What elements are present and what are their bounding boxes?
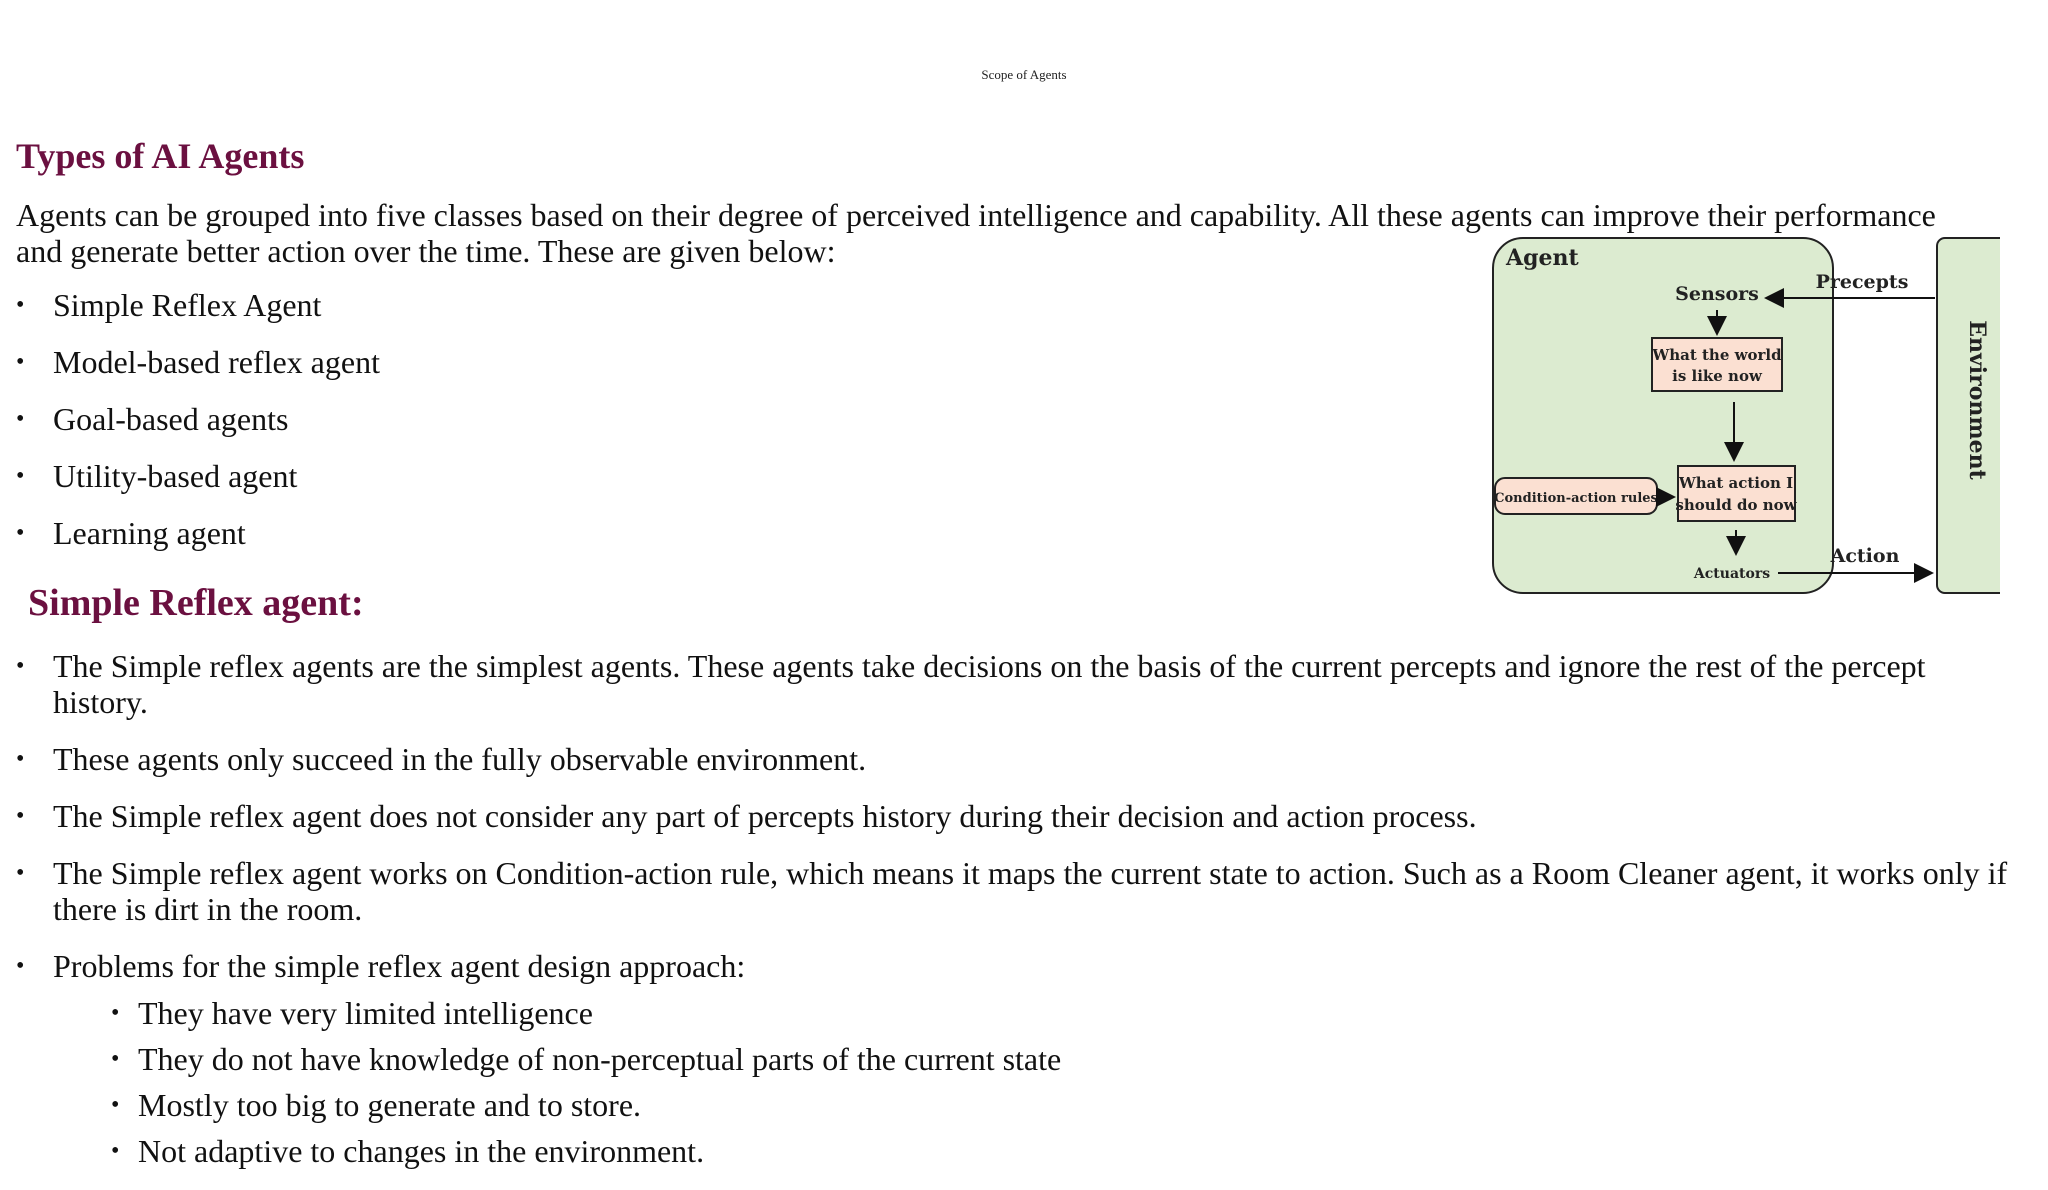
- bullet-icon: •: [16, 463, 25, 489]
- sub-list-item-text: They have very limited intelligence: [138, 995, 593, 1031]
- sensors-label: Sensors: [1675, 283, 1759, 305]
- action-label: Action: [1830, 545, 1900, 567]
- types-heading: Types of AI Agents: [16, 136, 305, 176]
- page-header-title: Scope of Agents: [981, 67, 1067, 82]
- sub-list-item-text: They do not have knowledge of non-perceptual parts of the current state: [138, 1041, 1062, 1077]
- list-item: [16, 458, 380, 494]
- list-item: [16, 648, 2026, 720]
- action-box-line-1: What action I: [1678, 474, 1794, 492]
- world-box-line-1: What the world: [1652, 346, 1782, 364]
- bullet-icon: •: [111, 1046, 120, 1072]
- simple-reflex-list: [16, 648, 2026, 1190]
- list-item-text: The Simple reflex agents are the simplest agents. These agents take decisions on the basis of the current percepts and ignore the rest of the percept history.: [53, 648, 1926, 720]
- problems-sub-list: [53, 995, 2026, 1169]
- bullet-icon: •: [111, 1000, 120, 1026]
- list-item-text: The Simple reflex agent does not consider any part of percepts history during their decision and action process.: [53, 798, 1477, 834]
- simple-reflex-heading: Simple Reflex agent:: [28, 582, 364, 624]
- action-box-line-2: should do now: [1675, 496, 1797, 514]
- bullet-icon: •: [16, 520, 25, 546]
- bullet-icon: •: [111, 1138, 120, 1164]
- actuators-label: Actuators: [1693, 566, 1771, 582]
- list-item-text: Utility-based agent: [53, 458, 298, 494]
- list-item: [16, 798, 2026, 834]
- simple-reflex-agent-diagram: [1460, 230, 2000, 600]
- agent-types-list: [16, 287, 380, 572]
- bullet-icon: •: [16, 292, 25, 318]
- bullet-icon: •: [16, 406, 25, 432]
- sub-list-item: [53, 1041, 2026, 1077]
- types-intro-line-1: Agents can be grouped into five classes based on their degree of perceived intelligence and capability. All these agents can improve their performance: [16, 197, 1936, 233]
- bullet-icon: •: [111, 1092, 120, 1118]
- list-item: [16, 515, 380, 551]
- list-item-text: Model-based reflex agent: [53, 344, 380, 380]
- bullet-icon: •: [16, 653, 25, 679]
- list-item-text: Problems for the simple reflex agent design approach:: [53, 948, 746, 984]
- list-item: [16, 344, 380, 380]
- sub-list-item: [53, 995, 2026, 1031]
- environment-label: Environment: [1964, 320, 1990, 480]
- sub-list-item: [53, 1133, 2026, 1169]
- bullet-icon: •: [16, 746, 25, 772]
- list-item-text: Goal-based agents: [53, 401, 289, 437]
- sub-list-item-text: Not adaptive to changes in the environment.: [138, 1133, 705, 1169]
- list-item-text: The Simple reflex agent works on Condition-action rule, which means it maps the current state to action. Such as a Room Cleaner agent, it works only if there is dirt in the room.: [53, 855, 2008, 927]
- types-intro-line-2: and generate better action over the time. These are given below:: [16, 233, 836, 269]
- list-item-text: Learning agent: [53, 515, 246, 551]
- bullet-icon: •: [16, 803, 25, 829]
- diagram-svg: [1460, 230, 2000, 600]
- sub-list-item-text: Mostly too big to generate and to store.: [138, 1087, 642, 1123]
- bullet-icon: •: [16, 860, 25, 886]
- list-item-text: These agents only succeed in the fully observable environment.: [53, 741, 867, 777]
- precepts-label: Precepts: [1815, 271, 1909, 293]
- world-box-line-2: is like now: [1672, 367, 1762, 385]
- bullet-icon: •: [16, 953, 25, 979]
- list-item-text: Simple Reflex Agent: [53, 287, 322, 323]
- list-item: [16, 855, 2026, 927]
- sub-list-item: [53, 1087, 2026, 1123]
- list-item: [16, 287, 380, 323]
- list-item: [16, 948, 2026, 1169]
- rules-label: Condition-action rules: [1494, 491, 1658, 506]
- agent-label: Agent: [1506, 245, 1579, 271]
- agent-panel: [1493, 238, 1833, 593]
- bullet-icon: •: [16, 349, 25, 375]
- list-item: [16, 401, 380, 437]
- list-item: [16, 741, 2026, 777]
